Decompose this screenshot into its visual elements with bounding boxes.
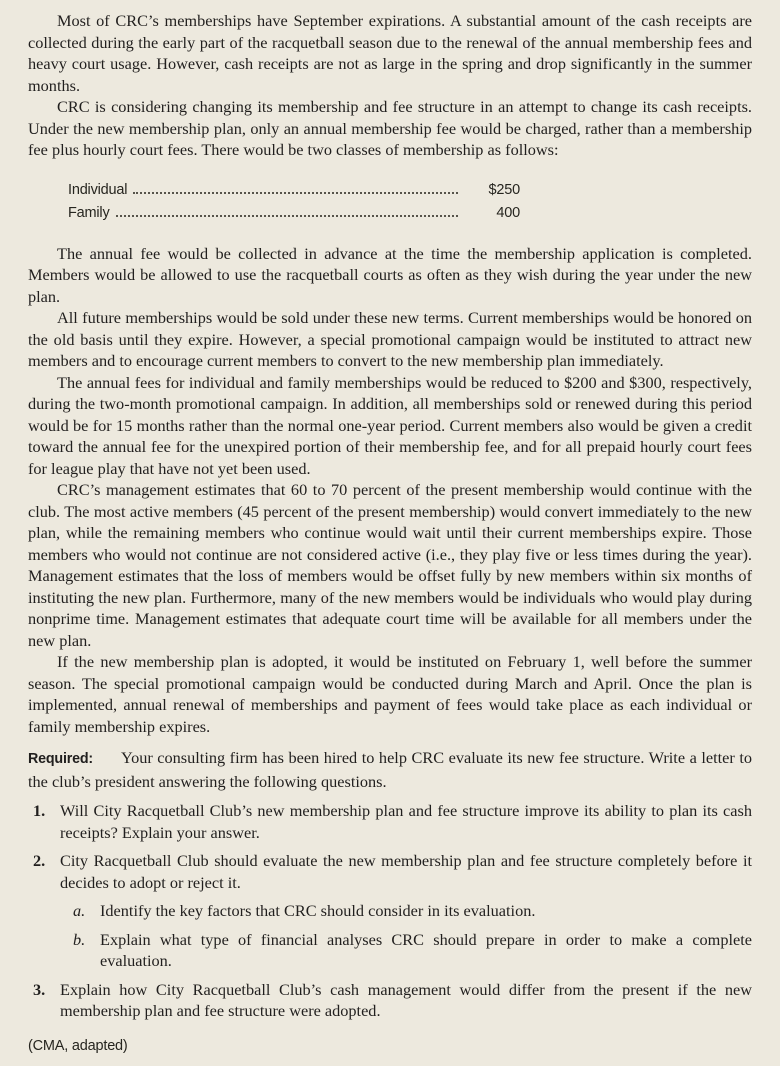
question-2-text: City Racquetball Club should evaluate the new membership plan and fee structure completely before it decides to adopt or reject it.	[60, 851, 752, 892]
question-1-number: 1.	[33, 801, 46, 820]
question-2b-letter: b.	[73, 929, 86, 949]
question-1	[28, 800, 752, 843]
question-3-number: 3.	[33, 979, 46, 999]
fee-value-individual: $250	[488, 181, 520, 198]
question-2b	[60, 929, 752, 972]
fee-value-family: 400	[496, 204, 520, 221]
fee-label-individual: Individual	[68, 181, 128, 198]
membership-fee-table	[68, 179, 520, 225]
question-3-text: Explain how City Racquetball Club’s cash management would differ from the present if the new membership plan and fee structure were adopted.	[60, 979, 752, 1020]
table-row-individual	[68, 179, 520, 202]
question-2	[28, 850, 752, 972]
question-2-number: 2.	[33, 851, 46, 870]
source-attribution: (CMA, adapted)	[28, 1037, 128, 1054]
required-label: Required:	[28, 751, 93, 767]
question-2a-letter: a.	[73, 901, 86, 920]
dot-leader	[116, 214, 459, 217]
question-list	[28, 800, 752, 1022]
paragraph-new-plan-intro: CRC is considering changing its membership and fee structure in an attempt to change its cash receipts. Under the new membership plan, only an annual membership fee would be charged, rather than a membership fee plus hourly court fees. There would be two classes of membership as follows:	[28, 97, 752, 159]
dot-leader	[133, 191, 458, 194]
question-2a	[60, 900, 752, 922]
required-text: Your consulting firm has been hired to help CRC evaluate its new fee structure. Write a letter to the club’s president answering the following questions.	[28, 748, 752, 791]
paragraph-promotional-fees: The annual fees for individual and family memberships would be reduced to $200 and $300, respectively, during the two-month promotional campaign. In addition, all memberships sold or renewed during this period would be for 15 months rather than the normal one-year period. Current members also would be given a credit toward the annual fee for the unexpired portion of their membership fee, and for all prepaid hourly court fees for league play that have not yet been used.	[28, 372, 752, 478]
question-2b-text: Explain what type of financial analyses CRC should prepare in order to make a complete evaluation.	[100, 929, 752, 970]
paragraph-implementation-timing: If the new membership plan is adopted, it would be instituted on February 1, well before the summer season. The special promotional campaign would be conducted during March and April. Once the plan is implemented, annual renewal of memberships and payment of fees would take place as each individual or family membership expires.	[28, 652, 752, 736]
paragraph-advance-collection: The annual fee would be collected in advance at the time the membership application is completed. Members would be allowed to use the racquetball courts as often as they wish during the year under the new plan.	[28, 243, 752, 306]
question-1-text: Will City Racquetball Club’s new membership plan and fee structure improve its ability to plan its cash receipts? Explain your answer.	[60, 801, 752, 842]
fee-label-family: Family	[68, 204, 110, 221]
required-section	[28, 747, 752, 792]
paragraph-cash-receipts: Most of CRC’s memberships have September expirations. A substantial amount of the cash receipts are collected during the early part of the racquetball season due to the renewal of the annual membership fees and heavy court usage. However, cash receipts are not as large in the spring and drop significantly in the summer months.	[28, 11, 752, 95]
paragraph-management-estimates: CRC’s management estimates that 60 to 70 percent of the present membership would continue with the club. The most active members (45 percent of the present membership) would convert immediately to the new plan, while the remaining members who continue would wait until their current memberships expire. Those members who would not continue are not considered active (i.e., they play five or less times during the year). Management estimates that the loss of members would be offset fully by new members within six months of instituting the new plan. Furthermore, many of the new members would be individuals who would play during nonprime time. Management estimates that adequate court time will be available for all members under the new plan.	[28, 480, 752, 650]
paragraph-future-memberships: All future memberships would be sold under these new terms. Current memberships would be honored on the old basis until they expire. However, a special promotional campaign would be instituted to attract new members and to encourage current members to convert to the new membership plan immediately.	[28, 308, 752, 370]
table-row-family	[68, 202, 520, 225]
question-2a-text: Identify the key factors that CRC should consider in its evaluation.	[100, 901, 536, 920]
question-3	[28, 979, 752, 1022]
